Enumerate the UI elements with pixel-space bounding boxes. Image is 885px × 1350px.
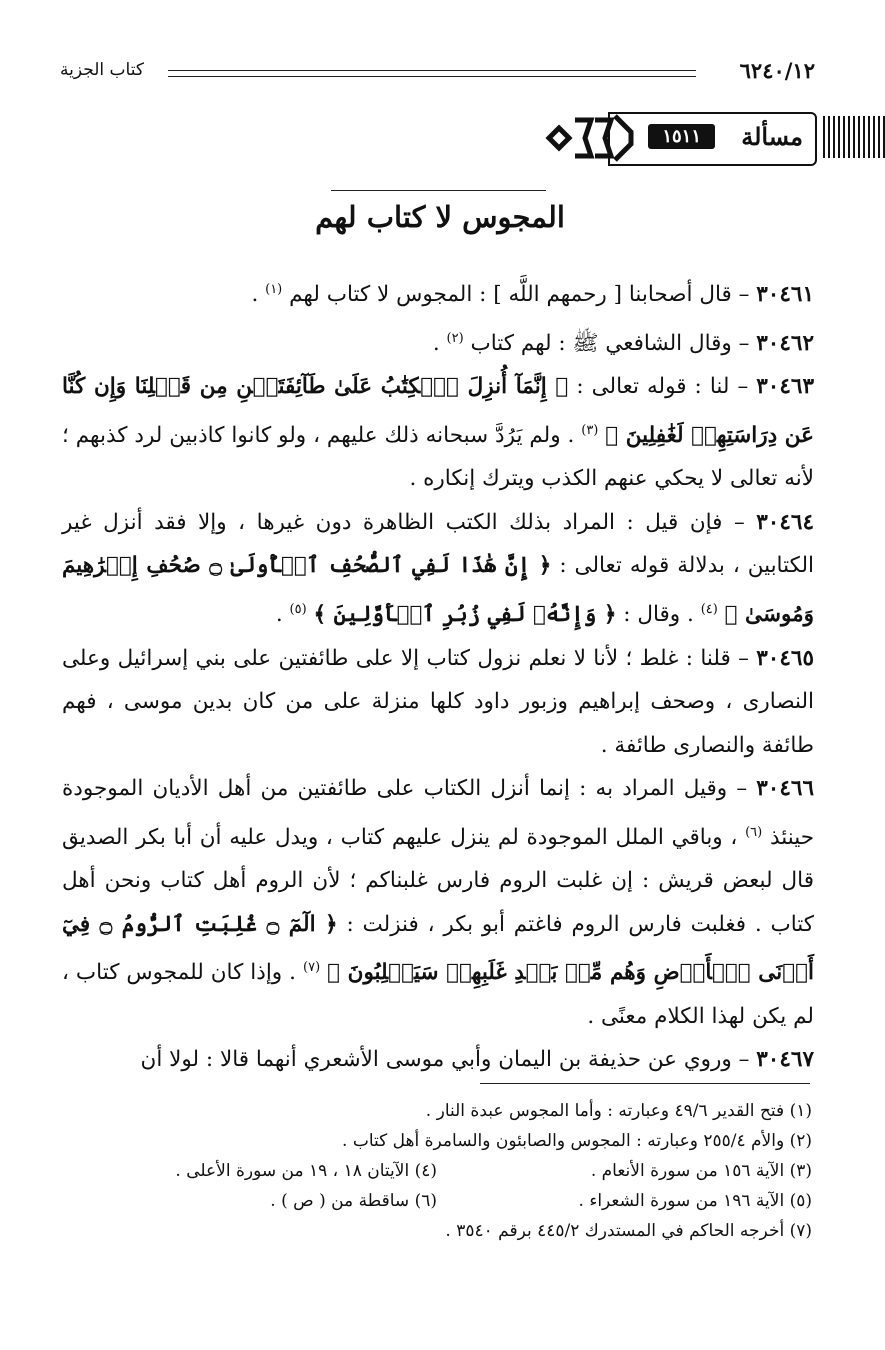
paragraph-number: ٣٠٤٦٧ (756, 1047, 814, 1073)
paragraph-tail: . (432, 330, 447, 356)
paragraph-number: ٣٠٤٦٣ (756, 374, 814, 400)
paragraph-number: ٣٠٤٦٤ (756, 509, 814, 535)
paragraph-number: ٣٠٤٦٦ (756, 776, 814, 802)
banner-stripes (823, 116, 885, 158)
footnote-row (62, 1156, 812, 1186)
footnote-row (62, 1186, 812, 1216)
paragraph-text: – قال أصحابنا [ رحمهم اللَّه ] : المجوس لا كتاب لهم (289, 282, 750, 308)
footnote: (٥) الآية ١٩٦ من سورة الشعراء . (578, 1191, 812, 1211)
footnote: (٤) الآيتان ١٨ ، ١٩ من سورة الأعلى . (175, 1161, 437, 1181)
paragraph-number: ٣٠٤٦٢ (756, 330, 814, 356)
paragraph-text: – وروي عن حذيفة بن اليمان وأبي موسى الأشعري أنهما قالا : لولا أن (140, 1047, 750, 1073)
issue-number: ١٥١١ (648, 124, 715, 149)
page-reference: ٦٢٤٠/١٢ (739, 58, 815, 83)
paragraph-tail: . (251, 282, 266, 308)
paragraph (62, 1038, 814, 1082)
issue-label: مسألة (741, 122, 803, 151)
paragraph-tail: . وقال : (623, 602, 701, 628)
footnote-marker: (٦) (745, 824, 763, 840)
footnote: (٢) والأم ٢٥٥/٤ وعبارته : المجوس والصابئون والسامرة أهل كتاب . (342, 1131, 812, 1151)
footnote-marker: (٣) (581, 422, 599, 438)
book-title: كتاب الجزية (60, 60, 144, 80)
footnote-marker: (٥) (289, 601, 307, 617)
banner-box (608, 112, 817, 166)
footnote-marker: (٤) (700, 601, 718, 617)
paragraph-text: – وقيل المراد به : إنما أنزل الكتاب على طائفتين من أهل الأديان الموجودة حينئذ (62, 776, 814, 850)
paragraph (62, 365, 814, 501)
section-title: المجوس لا كتاب لهم (315, 200, 565, 234)
quran-verse: ﴿ إِنَّ هَٰذَا لَفِي ٱلصُّحُفِ ٱلۡأُولَىٰ ۝ صُحُفِ إِبۡرَٰهِيمَ وَمُوسَىٰ ﴾ (62, 553, 814, 628)
paragraph-text: – قلنا : غلط ؛ لأنا لا نعلم نزول كتاب إلا على طائفتين على بني إسرائيل وعلى النصارى ، وصحف إبراهيم وزبور داود كلها منزلة على من كان بدين موسى ، فهم طائفة والنصارى طائفة . (62, 645, 814, 758)
paragraph (62, 767, 814, 1038)
paragraph-tail: . (275, 602, 290, 628)
paragraph (62, 317, 814, 366)
paragraph-number: ٣٠٤٦١ (756, 282, 814, 308)
running-header (60, 58, 815, 88)
quran-verse: ﴿ وَإِنَّهُۥ لَفِي زُبُرِ ٱلۡأَوَّلِينَ ﴾ (313, 602, 617, 628)
quran-verse: ﴿ إِنَّمَآ أُنزِلَ ٱلۡكِتَٰبُ عَلَىٰ طَآئِفَتَيۡنِ مِن قَبۡلِنَا وَإِن كُنَّا عَن دِرَاسَتِهِمۡ لَغَٰفِلِينَ ﴾ (62, 374, 814, 448)
paragraph-text: – لنا : قوله تعالى : (576, 374, 749, 400)
footnote-marker: (١) (265, 282, 283, 297)
paragraph-number: ٣٠٤٦٥ (756, 645, 814, 671)
footnote: (١) فتح القدير ٤٩/٦ وعبارته : وأما المجوس عبدة النار . (425, 1101, 812, 1121)
paragraph-tail: . ولم يَرُدَّ سبحانه ذلك عليهم ، ولو كانوا كاذبين لرد كذبهم ؛ لأنه تعالى لا يحكي عنهم الكذب ويترك إنكاره . (62, 422, 814, 492)
footnote-rule (480, 1083, 810, 1084)
title-rule (331, 190, 546, 191)
paragraph-tail: . وإذا كان للمجوس كتاب ، لم يكن لهذا الكلام معنًى . (62, 960, 814, 1029)
footnote-marker: (٧) (303, 960, 321, 976)
paragraph-tail: ، وباقي الملل الموجودة لم ينزل عليهم كتاب ، ويدل عليه أن أبا بكر الصديق قال لبعض قريش : إن غلبت الروم فارس غلبناكم ؛ لأن الروم أهل كتاب ونحن أهل كتاب . فغلبت فارس الروم فاغتم أبو بكر ، فنزلت : (62, 824, 814, 937)
footnote-marker: (٢) (446, 330, 464, 346)
paragraph-text: – فإن قيل : المراد بذلك الكتب الظاهرة دون غيرها ، وإلا فقد أنزل غير الكتابين ، بدلالة قوله تعالى : (62, 509, 814, 579)
paragraph (62, 501, 814, 637)
body-text (62, 268, 814, 1082)
issue-banner (545, 110, 885, 166)
quran-verse: ﴿ الٓمٓ ۝ غُلِبَتِ ٱلرُّومُ ۝ فِيٓ أَدۡنَى ٱلۡأَرۡضِ وَهُم مِّنۢ بَعۡدِ غَلَبِهِمۡ سَيَغۡلِبُونَ ﴾ (62, 911, 814, 986)
footnote: (٣) الآية ١٥٦ من سورة الأنعام . (590, 1161, 812, 1181)
paragraph (62, 268, 814, 317)
paragraph (62, 637, 814, 768)
footnote: (٦) ساقطة من ( ص ) . (270, 1191, 437, 1211)
header-rule (168, 70, 696, 77)
paragraph-text: – وقال الشافعي ﷺ : لهم كتاب (470, 330, 750, 356)
ornament-icon (545, 110, 635, 166)
footnote: (٧) أخرجه الحاكم في المستدرك ٤٤٥/٢ برقم ٣٥٤٠ . (445, 1221, 812, 1241)
footnotes (62, 1096, 812, 1246)
